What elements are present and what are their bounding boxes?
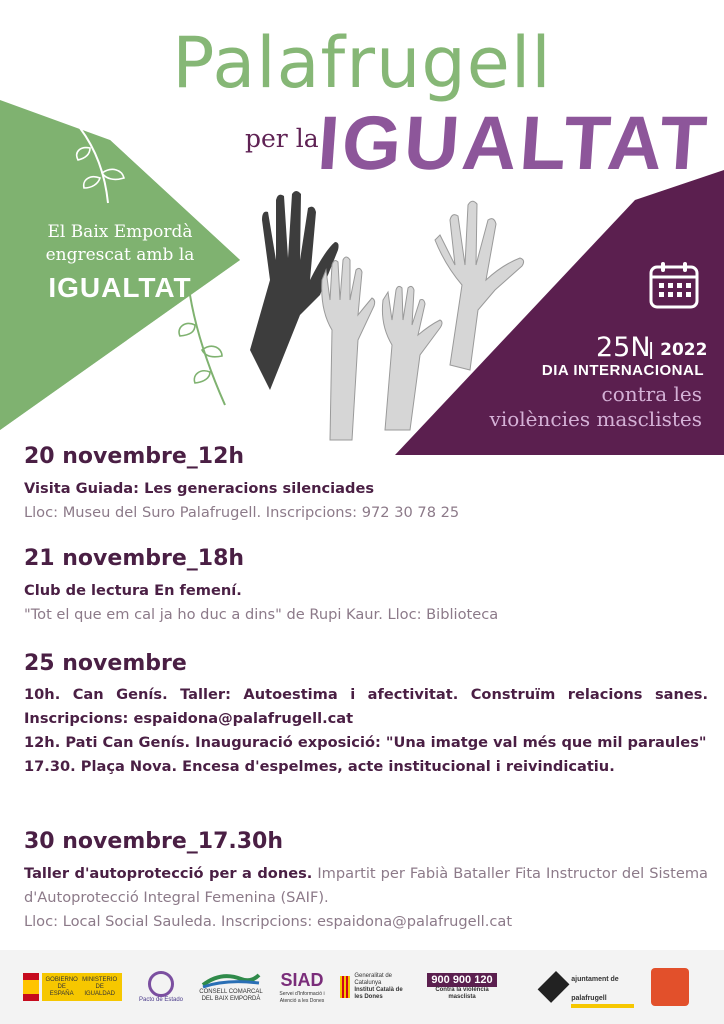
phone-number: 900 900 120 bbox=[427, 973, 496, 987]
event-detail: Lloc: Museu del Suro Palafrugell. Inscripcions: 972 30 78 25 bbox=[24, 504, 460, 521]
event-item: 12h. Pati Can Genís. Inauguració exposició: "Una imatge val més que mil paraules" bbox=[24, 734, 707, 751]
ajuntament-text: ajuntament de palafrugell bbox=[571, 976, 619, 1002]
sponsor-logos-bar bbox=[0, 950, 724, 1024]
local-org-badge-icon bbox=[651, 968, 689, 1006]
contra-line-2: violències masclistes bbox=[489, 407, 702, 431]
spain-flag-icon bbox=[23, 973, 39, 1001]
pacto-circle-icon bbox=[148, 971, 174, 997]
event-date: 21 novembre_18h bbox=[24, 546, 245, 571]
ministerio-logo bbox=[22, 965, 122, 1009]
event-20-nov bbox=[24, 444, 708, 525]
event-date: 30 novembre_17.30h bbox=[24, 829, 284, 854]
local-org-logo bbox=[650, 965, 690, 1009]
calendar-icon bbox=[648, 260, 700, 310]
green-block-tagline bbox=[20, 221, 220, 267]
event-21-nov bbox=[24, 546, 708, 627]
event-description bbox=[24, 862, 708, 910]
tagline-line-1: El Baix Empordà bbox=[47, 222, 193, 242]
tagline-line-2: engrescat amb la bbox=[45, 245, 195, 265]
event-date: 25 novembre bbox=[24, 651, 187, 676]
event-date: 20 novembre_12h bbox=[24, 444, 245, 469]
senyera-icon bbox=[340, 976, 350, 998]
event-item: 17.30. Plaça Nova. Encesa d'espelmes, acte institucional i reivindicatiu. bbox=[24, 758, 615, 775]
siad-text: SIAD bbox=[280, 969, 324, 990]
ministerio-text: MINISTERIO DE IGUALDAD bbox=[82, 976, 118, 997]
event-detail: "Tot el que em cal ja ho duc a dins" de Rupi Kaur. Lloc: Biblioteca bbox=[24, 606, 499, 623]
icd-text: Institut Català de les Dones bbox=[354, 987, 403, 1000]
generalitat-text: Generalitat de Catalunya bbox=[354, 973, 393, 986]
consell-wave-icon bbox=[201, 971, 261, 989]
event-location: Lloc: Local Social Sauleda. Inscripcions: espaidona@palafrugell.cat bbox=[24, 913, 513, 930]
ajuntament-shield-icon bbox=[538, 971, 570, 1003]
gobierno-text: GOBIERNO DE ESPAÑA bbox=[45, 976, 78, 997]
leaf-vine-icon bbox=[60, 118, 150, 208]
leaf-vine-icon bbox=[150, 290, 240, 410]
event-item: 10h. Can Genís. Taller: Autoestima i afectivitat. Construïm relacions sanes. Inscripcions: espaidona@palafrugell.cat bbox=[24, 686, 708, 727]
event-title: Taller d'autoprotecció per a dones. bbox=[24, 865, 313, 882]
consell-comarcal-logo bbox=[198, 965, 264, 1009]
pacto-text: Pacto de Estado bbox=[138, 996, 184, 1003]
event-year: | 2022 bbox=[648, 340, 708, 360]
phone-900-logo bbox=[424, 965, 500, 1009]
ajuntament-logo bbox=[544, 965, 634, 1009]
event-title: Visita Guiada: Les generacions silenciades bbox=[24, 480, 375, 497]
contra-violencies bbox=[402, 382, 702, 432]
dia-internacional: DIA INTERNACIONAL bbox=[541, 362, 704, 379]
event-code: 25N bbox=[596, 332, 651, 363]
generalitat-logo bbox=[340, 965, 412, 1009]
event-detail: Impartit per Fabià Bataller Fita Instructor del Sistema d'Autoprotecció Integral Femenina (SAIF). bbox=[24, 865, 708, 906]
contra-line-1: contra les bbox=[601, 382, 702, 406]
phone-subtext: Contra la violència masclista bbox=[435, 987, 489, 1000]
per-la-text: per la bbox=[245, 124, 319, 153]
siad-logo bbox=[276, 965, 328, 1009]
pacto-estado-logo bbox=[136, 965, 186, 1009]
event-30-nov bbox=[24, 829, 708, 934]
poster-title: Palafrugell bbox=[172, 22, 552, 104]
event-25-nov bbox=[24, 651, 708, 779]
green-block-igualtat: IGUALTAT bbox=[48, 272, 192, 303]
igualtat-heading: IGUALTAT bbox=[315, 101, 713, 186]
event-title: Club de lectura En femení. bbox=[24, 582, 242, 599]
consell-text: CONSELL COMARCAL DEL BAIX EMPORDÀ bbox=[199, 989, 263, 1002]
siad-subtext: Servei d'Informació i Atenció a les Dones bbox=[279, 990, 325, 1004]
